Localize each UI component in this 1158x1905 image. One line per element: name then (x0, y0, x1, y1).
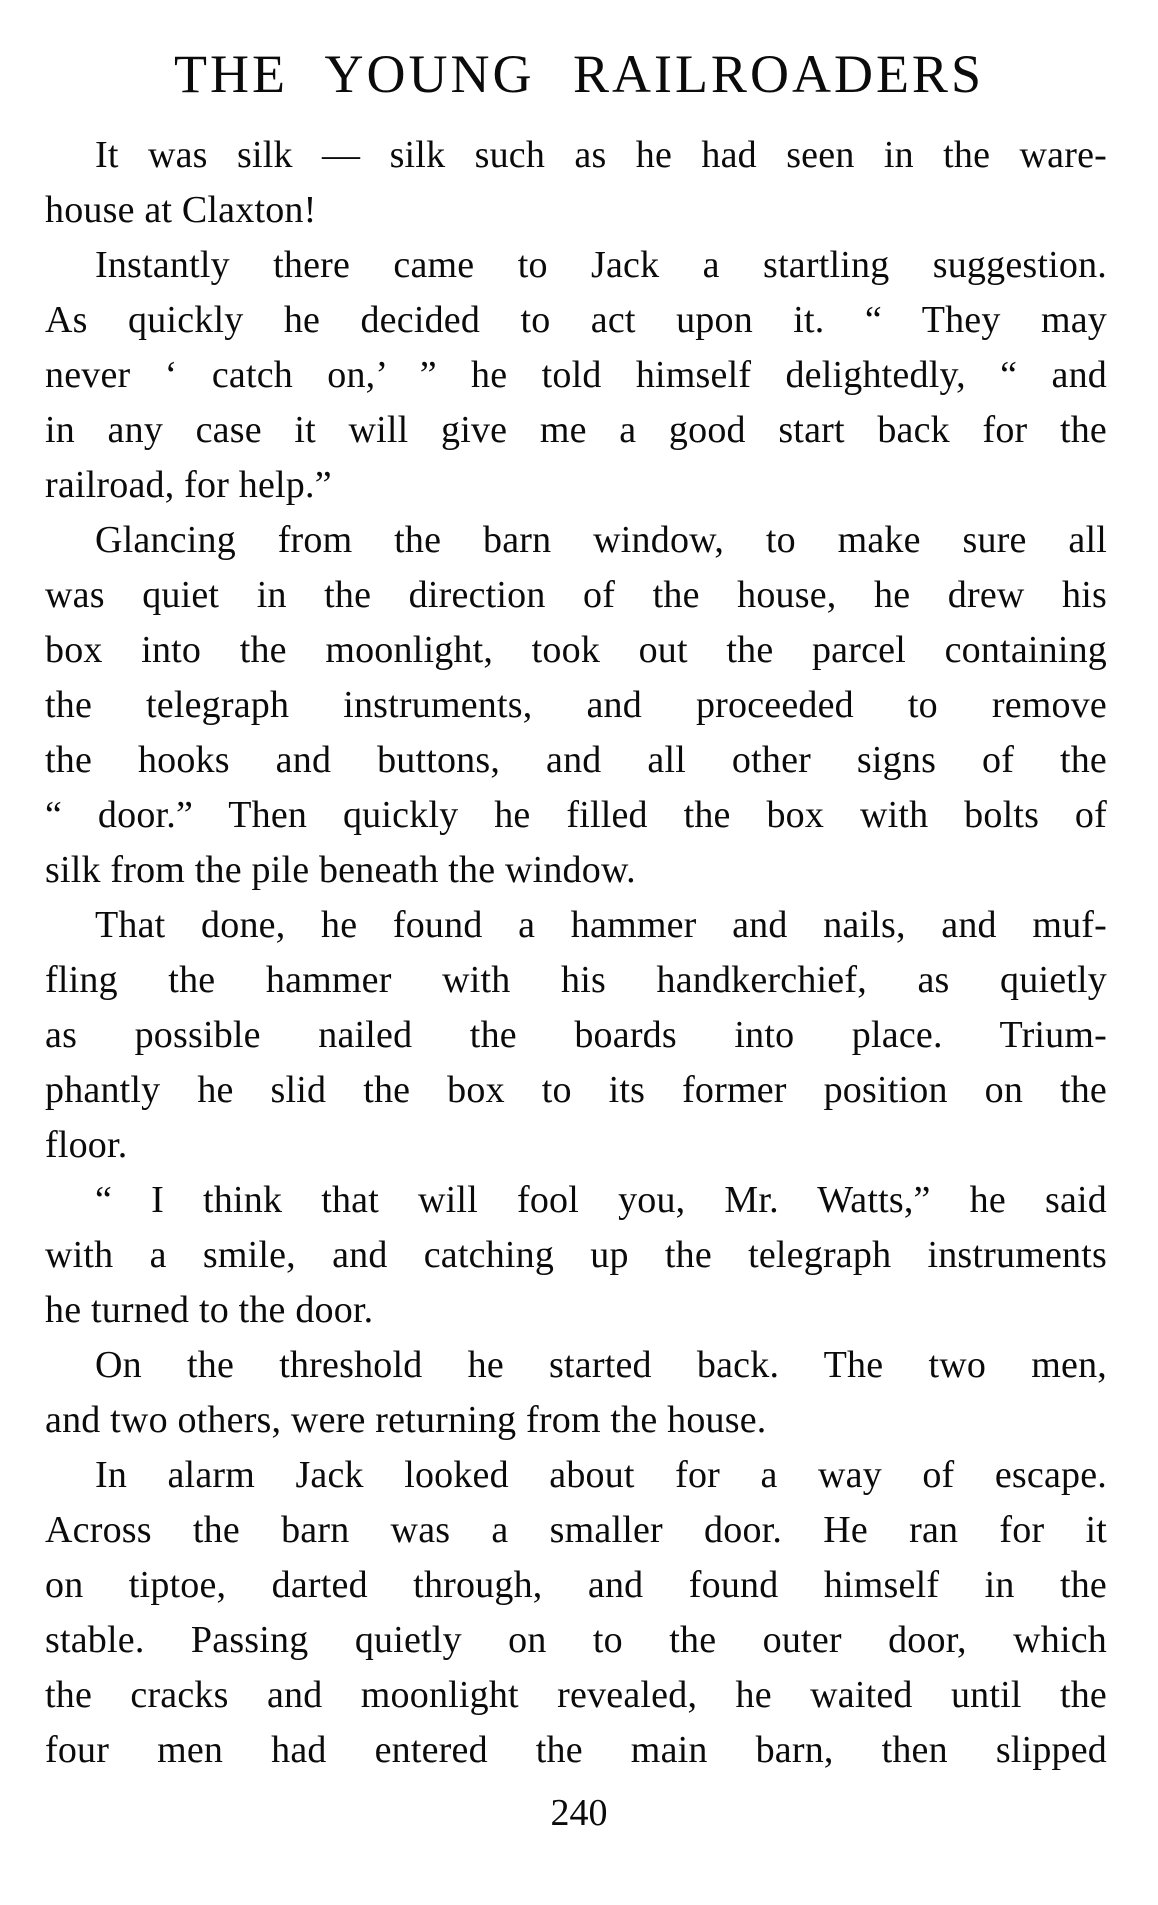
text-line: box into the moonlight, took out the parcel containing (45, 629, 1107, 671)
text-line: It was silk — silk such as he had seen in the ware- (95, 134, 1107, 176)
text-line: phantly he slid the box to its former position on the (45, 1069, 1107, 1111)
text-line: was quiet in the direction of the house, he drew his (45, 574, 1107, 616)
text-line: the hooks and buttons, and all other signs of the (45, 739, 1107, 781)
text-line: railroad, for help.” (45, 464, 332, 506)
text-line: On the threshold he started back. The two men, (95, 1344, 1107, 1386)
page-text (45, 128, 1107, 1778)
text-line: stable. Passing quietly on to the outer door, which (45, 1619, 1107, 1661)
text-line: and two others, were returning from the house. (45, 1399, 767, 1441)
page-number: 240 (550, 1792, 608, 1834)
text-line: the telegraph instruments, and proceeded to remove (45, 684, 1107, 726)
text-line: in any case it will give me a good start back for the (45, 409, 1107, 451)
text-line: “ door.” Then quickly he filled the box with bolts of (45, 794, 1107, 836)
text-line: on tiptoe, darted through, and found himself in the (45, 1564, 1107, 1606)
text-line: That done, he found a hammer and nails, and muf- (95, 904, 1107, 946)
text-line: fling the hammer with his handkerchief, as quietly (45, 959, 1107, 1001)
text-line: Glancing from the barn window, to make sure all (95, 519, 1107, 561)
text-line: with a smile, and catching up the telegraph instruments (45, 1234, 1107, 1276)
text-line: Instantly there came to Jack a startling suggestion. (95, 244, 1107, 286)
text-line: In alarm Jack looked about for a way of escape. (95, 1454, 1107, 1496)
text-line: Across the barn was a smaller door. He ran for it (45, 1509, 1107, 1551)
text-line: silk from the pile beneath the window. (45, 849, 636, 891)
text-line: floor. (45, 1124, 128, 1166)
text-line: never ‘ catch on,’ ” he told himself delightedly, “ and (45, 354, 1107, 396)
text-line: the cracks and moonlight revealed, he waited until the (45, 1674, 1107, 1716)
text-line: house at Claxton! (45, 189, 317, 231)
text-line: As quickly he decided to act upon it. “ They may (45, 299, 1107, 341)
text-line: four men had entered the main barn, then slipped (45, 1729, 1107, 1771)
text-line: as possible nailed the boards into place. Trium- (45, 1014, 1107, 1056)
text-line: he turned to the door. (45, 1289, 374, 1331)
running-header: THE YOUNG RAILROADERS (174, 44, 984, 104)
text-line: “ I think that will fool you, Mr. Watts,” he said (95, 1179, 1107, 1221)
